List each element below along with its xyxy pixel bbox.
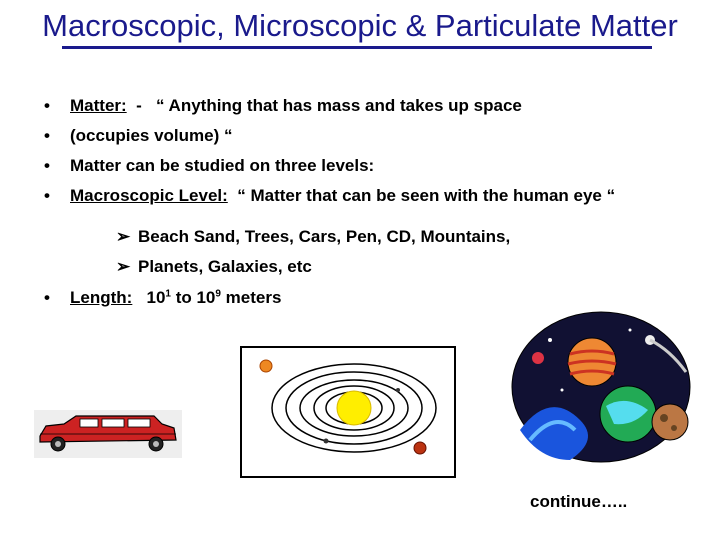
arrow-bullet-icon: ➢ — [116, 257, 131, 276]
bullet-dot: • — [44, 96, 50, 115]
macroscopic-definition: “ Matter that can be seen with the human eye “ — [227, 186, 616, 205]
term-length: Length: — [70, 288, 133, 307]
bullet-macroscopic — [42, 185, 682, 207]
bullet-dot: • — [44, 156, 50, 175]
sub-bullet-examples — [42, 226, 682, 248]
length-mid: to 10 — [170, 288, 216, 307]
examples-text: Beach Sand, Trees, Cars, Pen, CD, Mountains, — [138, 227, 511, 246]
length-base1: 10 — [132, 288, 166, 307]
bullet-matter — [42, 95, 682, 117]
matter-definition: - “ Anything that has mass and takes up space — [126, 96, 522, 115]
occupies-text: (occupies volume) “ — [70, 126, 233, 145]
limousine-icon — [34, 410, 182, 458]
term-macroscopic: Macroscopic Level: — [70, 186, 228, 205]
galaxy-icon — [510, 310, 692, 464]
bullet-length — [42, 287, 682, 309]
page-title: Macroscopic, Microscopic & Particulate Matter — [42, 8, 678, 43]
levels-text: Matter can be studied on three levels: — [70, 156, 375, 175]
length-exp2: 9 — [215, 288, 221, 300]
sub-bullet-planets — [42, 256, 682, 278]
bullet-dot: • — [44, 288, 50, 307]
bullet-dot: • — [44, 126, 50, 145]
arrow-bullet-icon: ➢ — [116, 227, 131, 246]
solar-system-icon — [240, 346, 456, 478]
title-underline — [62, 46, 652, 49]
bullet-dot: • — [44, 186, 50, 205]
length-exp1: 1 — [165, 288, 171, 300]
planets-text: Planets, Galaxies, etc — [138, 257, 312, 276]
length-end: meters — [220, 288, 282, 307]
continue-label: continue….. — [530, 492, 628, 511]
term-matter: Matter: — [70, 96, 127, 115]
bullet-list — [42, 95, 682, 309]
bullet-levels — [42, 155, 682, 177]
bullet-occupies — [42, 125, 682, 147]
